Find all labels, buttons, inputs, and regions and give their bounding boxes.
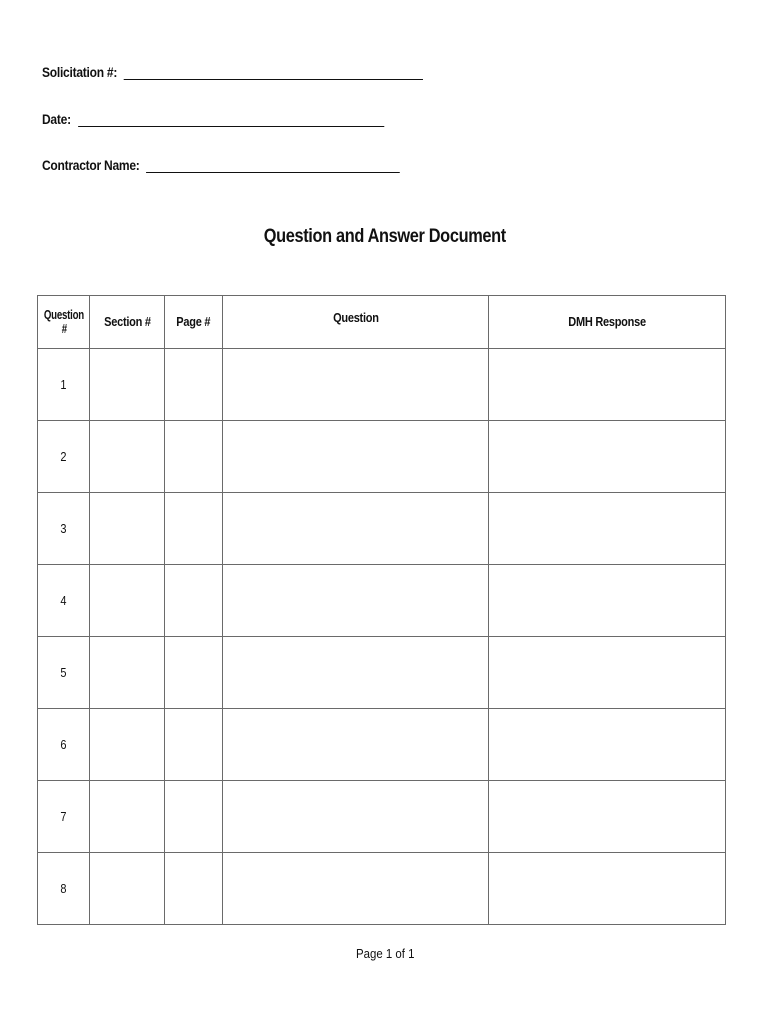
question-cell[interactable] — [223, 637, 489, 709]
row-number: 4 — [60, 593, 67, 608]
table-header-row — [38, 296, 726, 349]
question-cell[interactable] — [223, 349, 489, 421]
response-cell[interactable] — [489, 637, 726, 709]
row-number: 8 — [60, 881, 67, 896]
section-cell[interactable] — [90, 421, 165, 493]
page-cell[interactable] — [165, 565, 223, 637]
page-cell[interactable] — [165, 637, 223, 709]
page-cell[interactable] — [165, 853, 223, 925]
table-row — [38, 853, 726, 925]
question-cell[interactable] — [223, 709, 489, 781]
page-cell[interactable] — [165, 493, 223, 565]
question-cell[interactable] — [223, 781, 489, 853]
response-cell[interactable] — [489, 709, 726, 781]
contractor-name-blank[interactable] — [146, 158, 400, 173]
row-number-cell — [38, 853, 90, 925]
row-number: 2 — [60, 449, 67, 464]
table-row — [38, 493, 726, 565]
section-cell[interactable] — [90, 637, 165, 709]
page-cell[interactable] — [165, 349, 223, 421]
header-section — [90, 296, 165, 349]
solicitation-blank[interactable] — [124, 65, 423, 80]
row-number-cell — [38, 637, 90, 709]
table-row — [38, 565, 726, 637]
response-cell[interactable] — [489, 565, 726, 637]
table-row — [38, 709, 726, 781]
row-number-cell — [38, 709, 90, 781]
date-field — [42, 111, 384, 127]
header-response — [489, 296, 726, 349]
page-number: Page 1 of 1 — [355, 946, 415, 961]
header-question — [223, 296, 489, 349]
table-row — [38, 781, 726, 853]
section-cell[interactable] — [90, 493, 165, 565]
header-page-text: Page # — [176, 315, 211, 329]
page-cell[interactable] — [165, 781, 223, 853]
table-row — [38, 637, 726, 709]
table-row — [38, 349, 726, 421]
date-label: Date: — [42, 111, 71, 127]
row-number: 1 — [60, 377, 67, 392]
header-question-text: Question — [332, 311, 379, 325]
contractor-name-field — [42, 157, 400, 173]
solicitation-label: Solicitation #: — [42, 64, 118, 80]
question-cell[interactable] — [223, 493, 489, 565]
question-cell[interactable] — [223, 421, 489, 493]
page-footer — [0, 946, 770, 961]
section-cell[interactable] — [90, 709, 165, 781]
section-cell[interactable] — [90, 565, 165, 637]
header-page — [165, 296, 223, 349]
header-question-number-text — [41, 308, 87, 336]
row-number-cell — [38, 349, 90, 421]
row-number-cell — [38, 421, 90, 493]
question-answer-table — [37, 295, 726, 925]
response-cell[interactable] — [489, 349, 726, 421]
question-cell[interactable] — [223, 565, 489, 637]
date-blank[interactable] — [78, 112, 384, 127]
row-number: 6 — [60, 737, 67, 752]
section-cell[interactable] — [90, 349, 165, 421]
header-response-text: DMH Response — [568, 315, 646, 329]
contractor-name-label: Contractor Name: — [42, 157, 140, 173]
header-question-number — [38, 296, 90, 349]
row-number: 5 — [60, 665, 67, 680]
page-cell[interactable] — [165, 421, 223, 493]
section-cell[interactable] — [90, 781, 165, 853]
table-row — [38, 421, 726, 493]
row-number: 3 — [60, 521, 67, 536]
header-question-number-line1: Question — [43, 308, 84, 322]
response-cell[interactable] — [489, 421, 726, 493]
header-section-text: Section # — [103, 315, 151, 329]
row-number: 7 — [60, 809, 67, 824]
solicitation-field — [42, 64, 423, 80]
row-number-cell — [38, 565, 90, 637]
row-number-cell — [38, 781, 90, 853]
response-cell[interactable] — [489, 853, 726, 925]
response-cell[interactable] — [489, 493, 726, 565]
response-cell[interactable] — [489, 781, 726, 853]
section-cell[interactable] — [90, 853, 165, 925]
document-title — [0, 226, 770, 248]
row-number-cell — [38, 493, 90, 565]
header-question-number-line2: # — [61, 322, 67, 336]
page-cell[interactable] — [165, 709, 223, 781]
document-title-text: Question and Answer Document — [263, 226, 507, 247]
question-cell[interactable] — [223, 853, 489, 925]
